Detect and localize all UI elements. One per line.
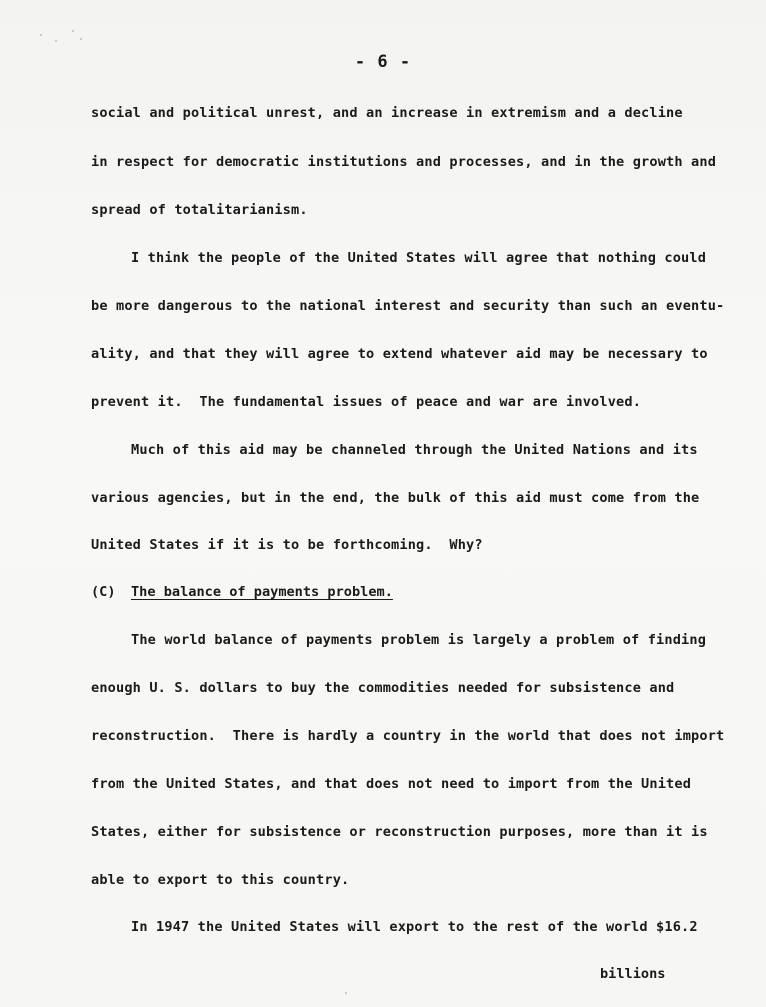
paragraph-line: able to export to this country.	[91, 872, 350, 888]
paragraph-line: United States if it is to be forthcoming. Why?	[91, 537, 483, 553]
page-number: - 6 -	[354, 52, 412, 72]
scan-speck	[40, 34, 42, 36]
paragraph-line: I think the people of the United States will agree that nothing could	[131, 250, 707, 266]
scan-speck	[345, 992, 347, 994]
paragraph-line: spread of totalitarianism.	[91, 202, 308, 218]
paragraph-line: Much of this aid may be channeled through the United Nations and its	[131, 442, 698, 458]
paragraph-line: ality, and that they will agree to extend whatever aid may be necessary to	[91, 346, 708, 362]
paragraph-line: In 1947 the United States will export to the rest of the world $16.2	[131, 919, 698, 935]
paragraph-line: The world balance of payments problem is largely a problem of finding	[131, 632, 707, 648]
paragraph-line: social and political unrest, and an increase in extremism and a decline	[91, 105, 683, 121]
section-label: (C)	[91, 584, 116, 600]
continuation-word: billions	[600, 966, 666, 982]
scan-speck	[55, 40, 57, 42]
paragraph-line: various agencies, but in the end, the bulk of this aid must come from the	[91, 490, 700, 506]
paragraph-line: enough U. S. dollars to buy the commodities needed for subsistence and	[91, 680, 675, 696]
paragraph-line: be more dangerous to the national interest and security than such an eventu-	[91, 298, 725, 314]
scan-speck	[80, 38, 82, 40]
paragraph-line: reconstruction. There is hardly a country in the world that does not import	[91, 728, 725, 744]
paragraph-line: prevent it. The fundamental issues of peace and war are involved.	[91, 394, 642, 410]
paragraph-line: from the United States, and that does not need to import from the United	[91, 776, 692, 792]
paragraph-line: States, either for subsistence or reconstruction purposes, more than it is	[91, 824, 708, 840]
paragraph-line: in respect for democratic institutions and processes, and in the growth and	[91, 154, 717, 170]
section-heading: The balance of payments problem.	[131, 584, 393, 600]
scan-speck	[72, 30, 74, 32]
